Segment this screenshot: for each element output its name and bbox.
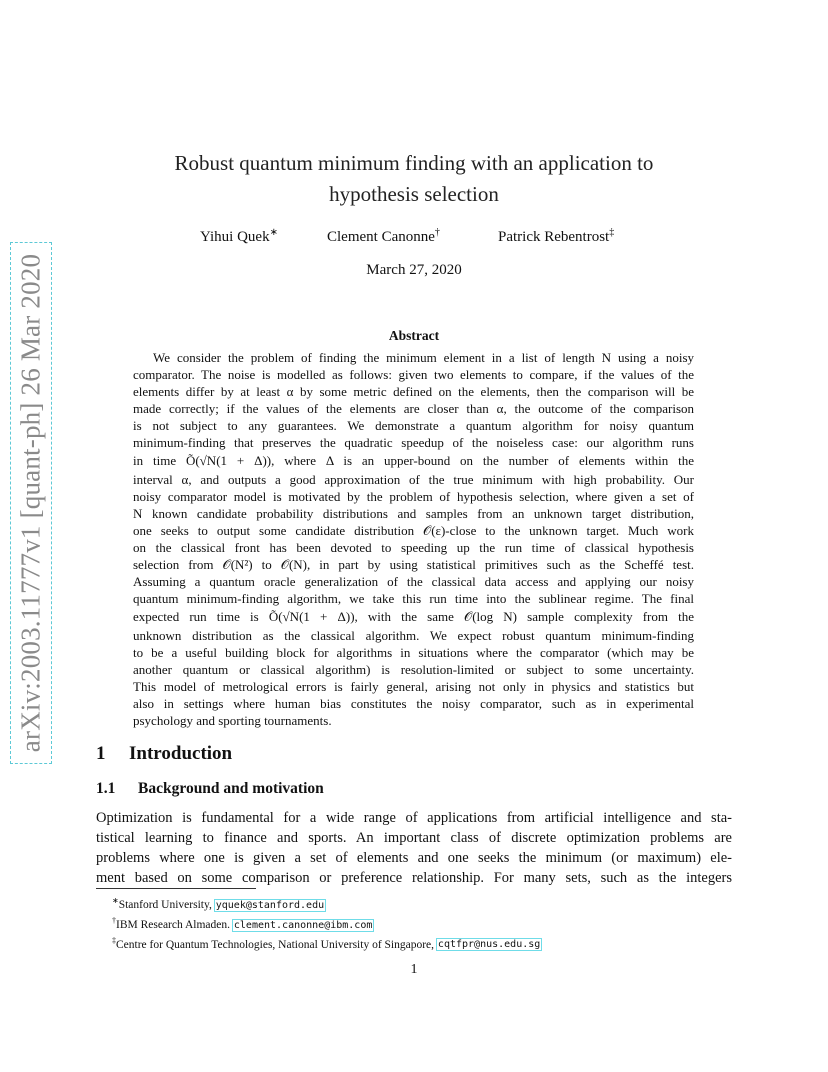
abstract-line: quantum minimum-finding algorithm, we take this run time into the sublinear regime. The final xyxy=(133,591,694,606)
author-name: Yihui Quek xyxy=(200,229,270,245)
abstract-line: N known candidate probability distributions and samples from an unknown target distribution, xyxy=(133,506,694,521)
abstract-text xyxy=(133,349,694,729)
footnote-1 xyxy=(112,893,541,913)
footnotes xyxy=(112,893,541,952)
footnote-text: Stanford University, xyxy=(118,898,215,911)
abstract-line: is not subject to any guarantees. We demonstrate a quantum algorithm for noisy quantum xyxy=(133,418,694,433)
footnote-mark: ‡ xyxy=(112,935,116,945)
title-line-2: hypothesis selection xyxy=(329,182,499,206)
subsection-title: Background and motivation xyxy=(138,780,324,797)
body-line: tistical learning to finance and sports. An important class of discrete optimization problems are xyxy=(96,830,732,846)
footnote-mark: † xyxy=(112,915,116,925)
abstract-line: another quantum or classical algorithm) is resolution-limited or subject to some uncertainty. xyxy=(133,662,694,677)
email-link[interactable]: clement.canonne@ibm.com xyxy=(233,919,373,931)
abstract-line: unknown distribution as the classical algorithm. We expect robust quantum minimum-finding xyxy=(133,628,694,643)
abstract-line: interval α, and outputs a good approximation of the true minimum with high probability. Our xyxy=(133,472,694,487)
arxiv-identifier[interactable]: arXiv:2003.11777v1 [quant-ph] 26 Mar 2020 xyxy=(15,253,46,753)
abstract-line: one seeks to output some candidate distribution 𝒪(ε)-close to the unknown target. Much work xyxy=(133,523,694,538)
abstract-line: We consider the problem of finding the minimum element in a list of length N using a noisy xyxy=(153,350,694,365)
section-number: 1 xyxy=(96,743,106,764)
email-link[interactable]: yquek@stanford.edu xyxy=(215,899,325,911)
author-name: Clement Canonne xyxy=(327,229,435,245)
body-line: Optimization is fundamental for a wide range of applications from artificial intelligence and sta- xyxy=(96,810,732,826)
abstract-line: elements differ by at least α by some metric defined on the elements, then the comparison will be xyxy=(133,384,694,399)
abstract-heading: Abstract xyxy=(388,328,440,343)
abstract-line: noisy comparator model is motivated by the problem of hypothesis selection, where given a set of xyxy=(133,489,694,504)
footnote-2 xyxy=(112,913,541,933)
subsection-heading-background xyxy=(96,780,324,798)
footnote-text: IBM Research Almaden. xyxy=(116,918,233,931)
abstract-line: selection from 𝒪(N²) to 𝒪(N), in part by using statistical primitives such as the Scheffé test. xyxy=(133,557,694,572)
arxiv-identifier-box[interactable] xyxy=(10,242,52,764)
abstract-line: Assuming a quantum oracle generalization of the classical data access and applying our noisy xyxy=(133,574,694,589)
author-name: Patrick Rebentrost xyxy=(498,229,610,245)
abstract-line: to be a useful building block for algorithms in situations where the comparator (which may be xyxy=(133,645,694,660)
paper-date: March 27, 2020 xyxy=(366,262,462,278)
body-text xyxy=(96,808,732,888)
abstract-line: minimum-finding that preserves the quadratic speedup of the noiseless case: our algorithm runs xyxy=(133,435,694,450)
body-line: problems where one is given a set of elements and one seeks the minimum (or maximum) ele- xyxy=(96,850,732,866)
author-3 xyxy=(498,227,614,246)
footnote-text: Centre for Quantum Technologies, National University of Singapore, xyxy=(116,938,437,951)
author-mark: † xyxy=(434,227,440,238)
section-title: Introduction xyxy=(129,743,233,764)
abstract-line: psychology and sporting tournaments. xyxy=(133,713,332,728)
abstract-line: in time Õ(√N(1 + Δ)), where Δ is an upper-bound on the number of elements within the xyxy=(133,453,694,468)
footnote-3 xyxy=(112,933,541,953)
author-1 xyxy=(200,227,278,246)
page-number: 1 xyxy=(410,962,418,977)
title-line-1: Robust quantum minimum finding with an application to xyxy=(174,151,654,175)
abstract-line: expected run time is Õ(√N(1 + Δ)), with the same 𝒪(log N) sample complexity from the xyxy=(133,609,694,624)
footnote-mark: ∗ xyxy=(112,896,119,905)
abstract-line: comparator. The noise is modelled as follows: given two elements to compare, if the values of the xyxy=(133,367,694,382)
email-link[interactable]: cqtfpr@nus.edu.sg xyxy=(437,939,541,951)
abstract-line: made correctly; if the values of the elements are closer than α, the outcome of the comparison xyxy=(133,401,694,416)
subsection-number: 1.1 xyxy=(96,780,116,797)
author-2 xyxy=(327,227,440,246)
abstract-line: also in settings where human bias constitutes the noisy comparator, such as in experimental xyxy=(133,696,694,711)
paper-title xyxy=(96,148,732,210)
abstract-line: This model of metrological errors is fairly general, arising not only in physics and statistics but xyxy=(133,679,694,694)
section-heading-introduction xyxy=(96,743,232,765)
abstract-line: on the classical front has been devoted to speeding up the run time of classical hypothesis xyxy=(133,540,694,555)
footnote-rule xyxy=(96,888,256,889)
body-line: ment based on some comparison or preference relationship. For many sets, such as the integers xyxy=(96,870,732,886)
author-mark: ‡ xyxy=(609,227,615,238)
author-mark: ∗ xyxy=(269,227,278,238)
